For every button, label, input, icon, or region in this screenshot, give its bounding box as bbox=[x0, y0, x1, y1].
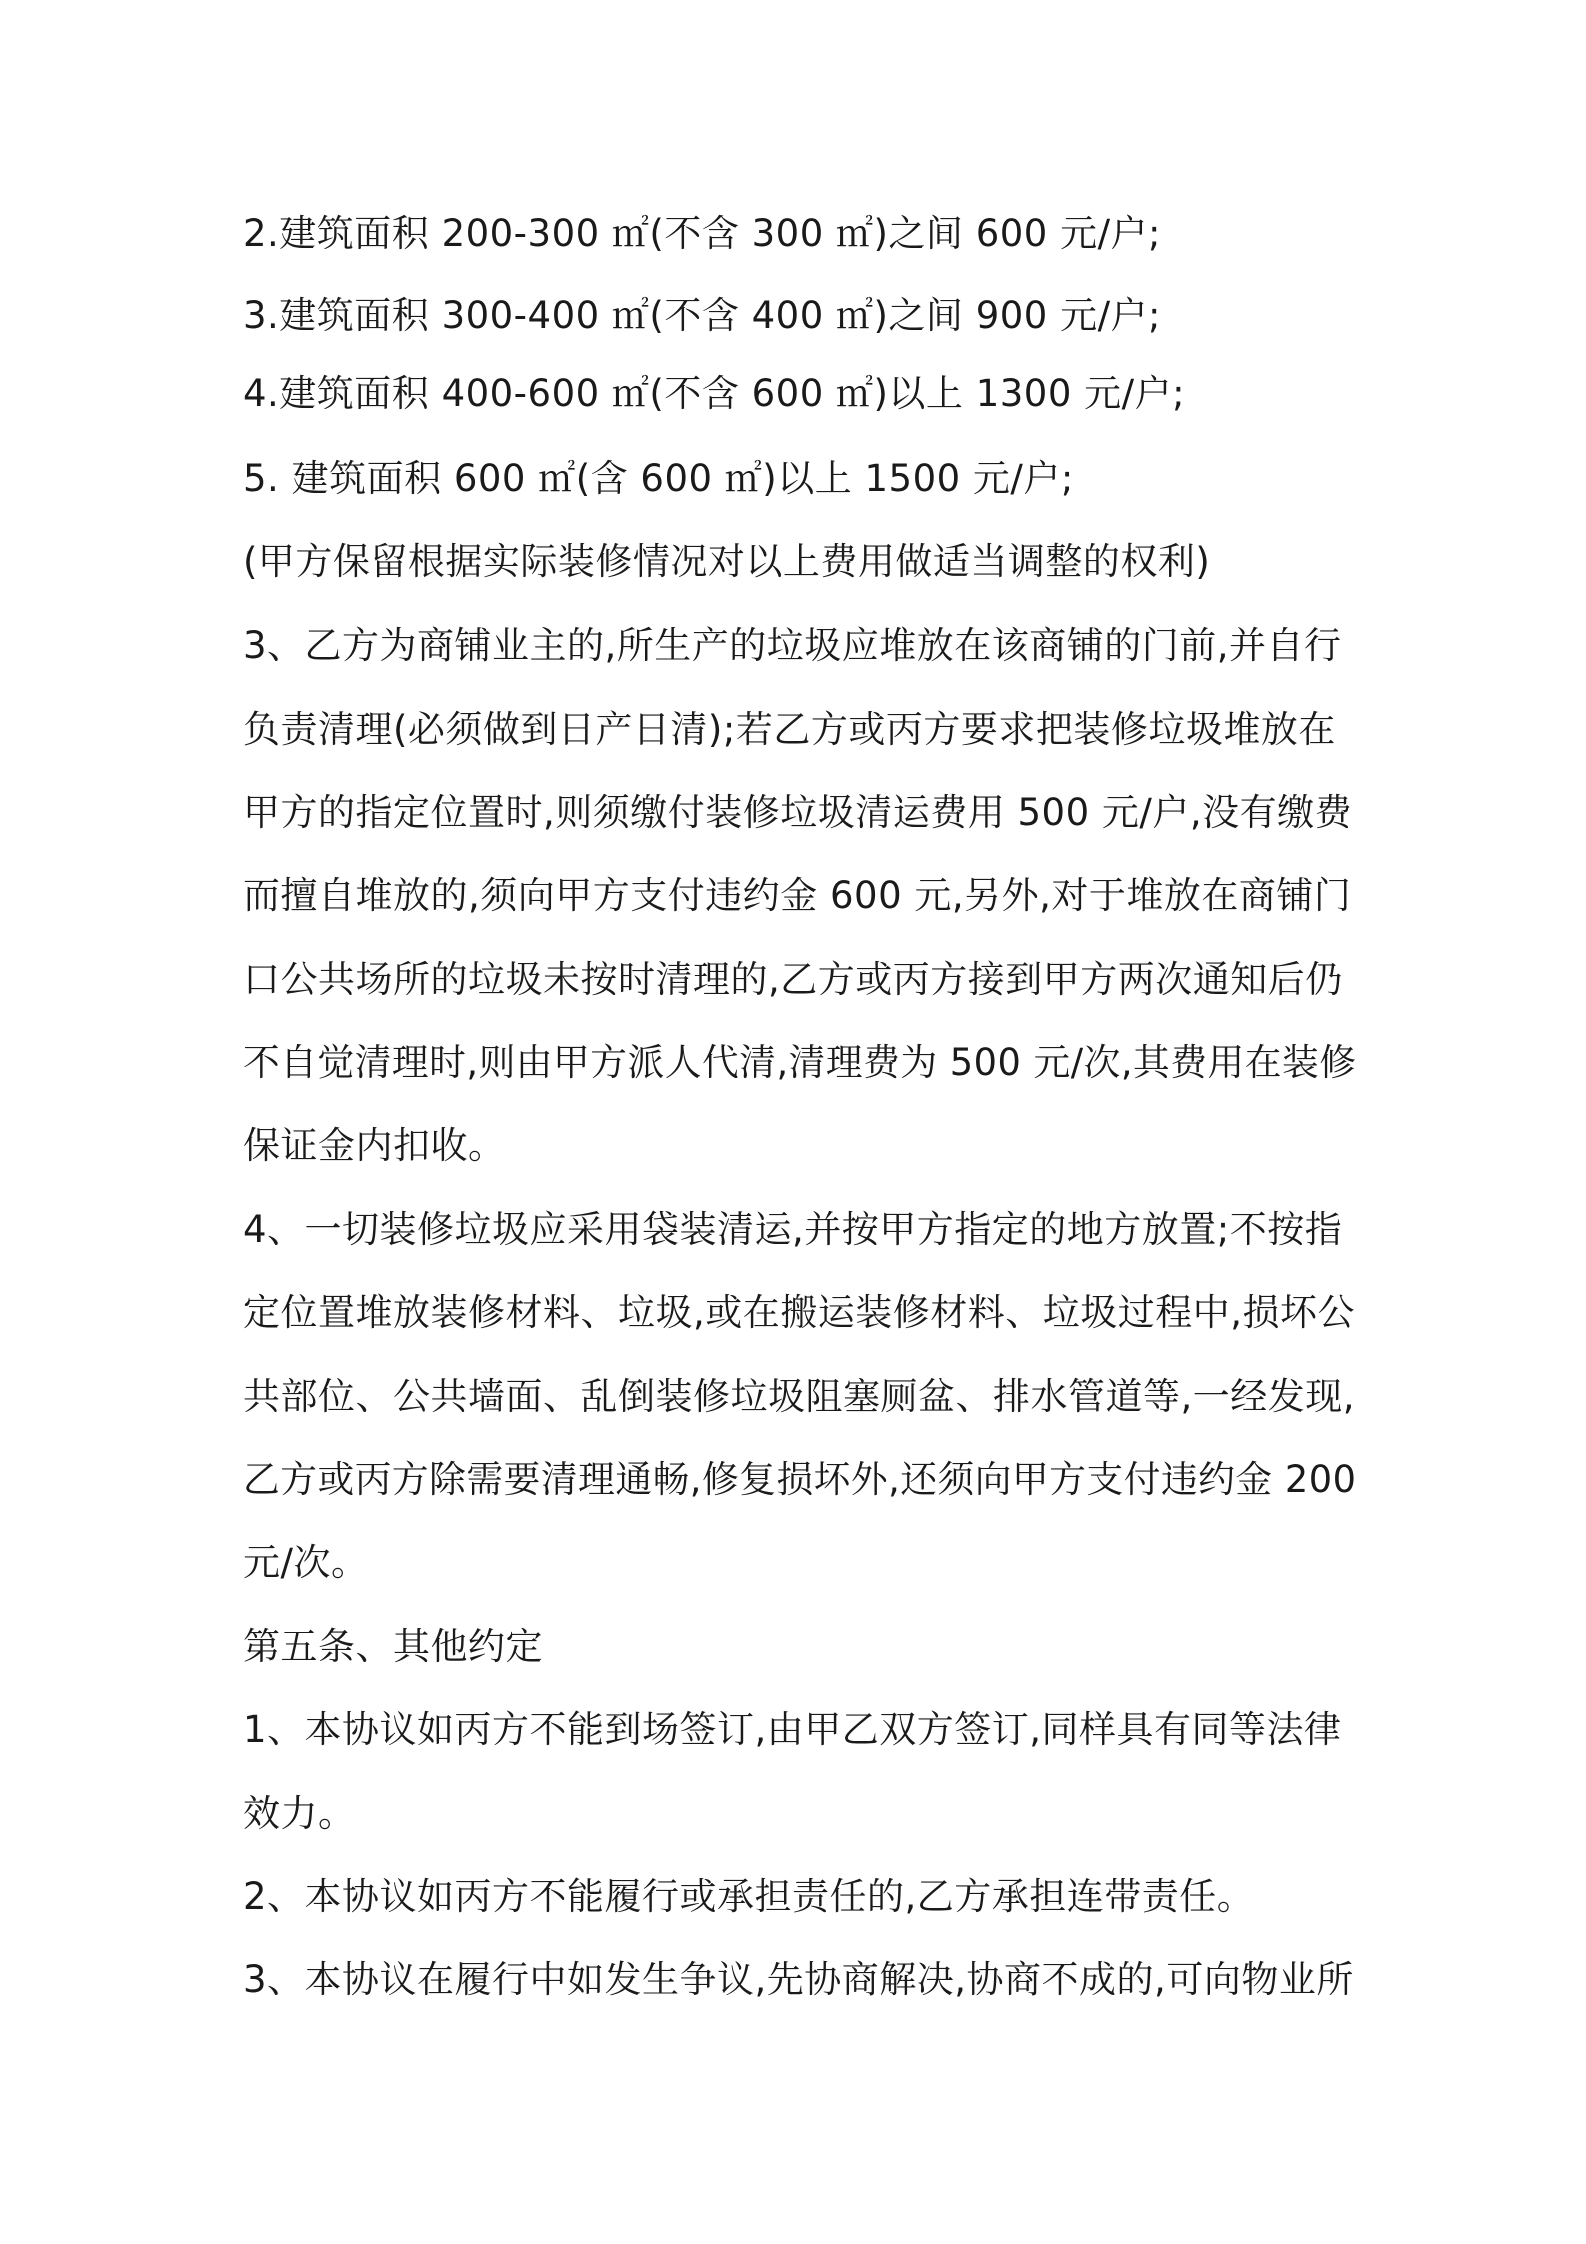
clause-4-line-2: 定位置堆放装修材料、垃圾,或在搬运装修材料、垃圾过程中,损坏公 bbox=[243, 1291, 1356, 1334]
article-5-item-3-line-1: 3、本协议在履行中如发生争议,先协商解决,协商不成的,可向物业所 bbox=[243, 1958, 1354, 2001]
clause-3-line-7: 保证金内扣收。 bbox=[243, 1124, 506, 1167]
clause-3-line-2: 负责清理(必须做到日产日清);若乙方或丙方要求把装修垃圾堆放在 bbox=[243, 708, 1336, 751]
clause-3-line-3: 甲方的指定位置时,则须缴付装修垃圾清运费用 500 元/户,没有缴费 bbox=[243, 791, 1353, 834]
clause-4-line-3: 共部位、公共墙面、乱倒装修垃圾阻塞厕盆、排水管道等,一经发现, bbox=[243, 1375, 1356, 1418]
clause-3-line-5: 口公共场所的垃圾未按时清理的,乙方或丙方接到甲方两次通知后仍 bbox=[243, 958, 1343, 1001]
article-5-item-1-line-1: 1、本协议如丙方不能到场签订,由甲乙双方签订,同样具有同等法律 bbox=[243, 1708, 1342, 1751]
clause-4-line-5: 元/次。 bbox=[243, 1541, 369, 1584]
article-5-heading: 第五条、其他约定 bbox=[243, 1625, 543, 1668]
clause-3-line-6: 不自觉清理时,则由甲方派人代清,清理费为 500 元/次,其费用在装修 bbox=[243, 1041, 1357, 1084]
clause-3-line-1: 3、乙方为商铺业主的,所生产的垃圾应堆放在该商铺的门前,并自行 bbox=[243, 624, 1342, 667]
article-5-item-2: 2、本协议如丙方不能履行或承担责任的,乙方承担连带责任。 bbox=[243, 1875, 1255, 1918]
clause-3-line-4: 而擅自堆放的,须向甲方支付违约金 600 元,另外,对于堆放在商铺门 bbox=[243, 874, 1352, 917]
article-5-item-1-line-2: 效力。 bbox=[243, 1792, 356, 1835]
fee-item-3: 3.建筑面积 300-400 ㎡(不含 400 ㎡)之间 900 元/户; bbox=[243, 294, 1162, 337]
fee-adjustment-note: (甲方保留根据实际装修情况对以上费用做适当调整的权利) bbox=[243, 540, 1211, 583]
fee-item-2: 2.建筑面积 200-300 ㎡(不含 300 ㎡)之间 600 元/户; bbox=[243, 212, 1162, 255]
fee-item-4: 4.建筑面积 400-600 ㎡(不含 600 ㎡)以上 1300 元/户; bbox=[243, 372, 1186, 415]
fee-item-5: 5. 建筑面积 600 ㎡(含 600 ㎡)以上 1500 元/户; bbox=[243, 457, 1074, 500]
clause-4-line-1: 4、一切装修垃圾应采用袋装清运,并按甲方指定的地方放置;不按指 bbox=[243, 1208, 1343, 1251]
clause-4-line-4: 乙方或丙方除需要清理通畅,修复损坏外,还须向甲方支付违约金 200 bbox=[243, 1458, 1357, 1501]
